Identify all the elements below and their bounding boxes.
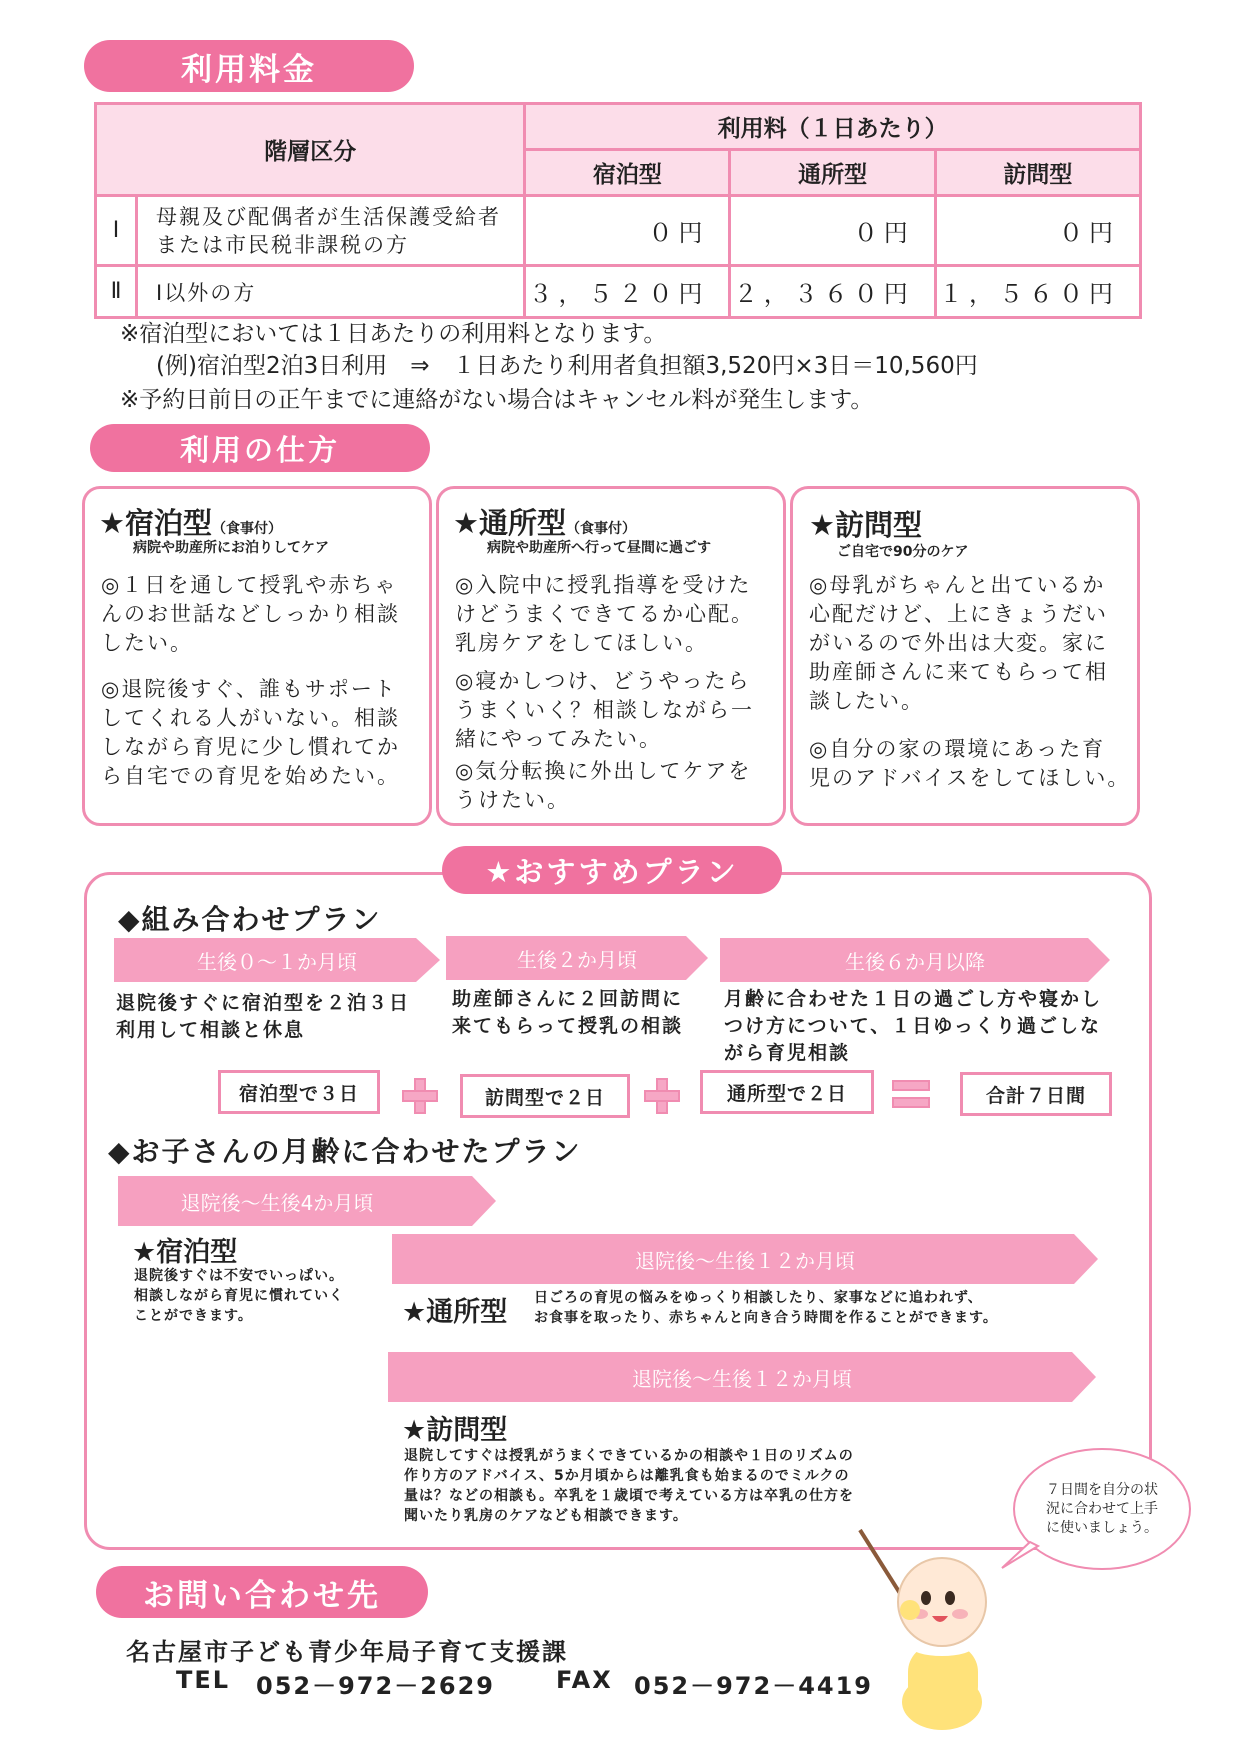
combo-tag-stay: 宿泊型で３日 — [218, 1070, 380, 1114]
plus-icon — [644, 1078, 678, 1112]
usage-subtitle: 病院や助産所にお泊りしてケア — [133, 540, 329, 556]
contact-fax-label: FAX — [556, 1666, 613, 1694]
usage-title: ★訪問型 — [809, 508, 922, 542]
combo-stage-desc: 退院後すぐに宿泊型を２泊３日 利用して相談と休息 — [116, 992, 411, 1041]
usage-box-visit — [790, 486, 1140, 826]
combo-stage-arrow: 生後６か月以降 — [720, 938, 1110, 982]
table-header-day: 通所型 — [730, 150, 935, 196]
usage-subtitle: 病院や助産所へ行って昼間に過ごす — [487, 540, 711, 556]
table-header-visit: 訪問型 — [935, 150, 1140, 196]
combo-heading: ◆組み合わせプラン — [118, 903, 382, 936]
table-cell-roman: Ⅱ — [96, 266, 137, 318]
age-plan-day-title: ★通所型 — [402, 1297, 508, 1328]
note-cancel: ※予約日前日の正午までに連絡がない場合はキャンセル料が発生します。 — [120, 387, 874, 413]
combo-stage-desc: 助産師さんに２回訪問に 来てもらって授乳の相談 — [452, 988, 684, 1037]
usage-title: ★通所型（食事付） — [453, 506, 636, 540]
age-plan-arrow-visit: 退院後～生後１２か月頃 — [388, 1352, 1096, 1402]
table-cell-value: ３，５２０円 — [525, 266, 730, 318]
plus-icon — [402, 1078, 436, 1112]
usage-title: ★宿泊型（食事付） — [99, 506, 282, 540]
table-cell-label: 母親及び配偶者が生活保護受給者 または市民税非課税の方 — [137, 196, 525, 266]
age-plan-visit-desc: 退院してすぐは授乳がうまくできているかの相談や１日のリズムの 作り方のアドバイス、5か月頃からは離乳食も始まるのでミルクの 量は？などの相談も。卒乳を１歳頃で考えている方は卒乳の仕方を 聞いたり乳房のケアなども相談できます。 — [404, 1448, 854, 1524]
age-plan-arrow-stay: 退院後～生後4か月頃 — [118, 1176, 496, 1226]
usage-box-stay — [82, 486, 432, 826]
table-cell-value: ０円 — [730, 196, 935, 266]
combo-stage-arrow: 生後０～１か月頃 — [114, 938, 440, 982]
usage-paragraph: ◎１日を通して授乳や赤ちゃ んのお世話などしっかり相談 したい。 — [101, 573, 400, 655]
combo-stage-desc: 月齢に合わせた１日の過ごし方や寝かし つけ方について、１日ゆっくり過ごしな がら育児相談 — [724, 988, 1103, 1064]
speech-bubble: ７日間を自分の状 況に合わせて上手 に使いましょう。 — [1013, 1448, 1191, 1570]
equal-icon — [892, 1080, 930, 1108]
table-cell-value: ０円 — [525, 196, 730, 266]
contact-tel[interactable]: 052－972－2629 — [256, 1672, 495, 1700]
table-row — [96, 196, 1141, 266]
contact-tel-label: TEL — [176, 1666, 231, 1694]
usage-paragraph: ◎母乳がちゃんと出ているか 心配だけど、上にきょうだい がいるので外出は大変。家に 助産師さんに来てもらって相 談したい。 — [809, 573, 1108, 713]
table-header-fee: 利用料（１日あたり） — [525, 104, 1141, 150]
combo-tag-visit: 訪問型で２日 — [460, 1074, 630, 1118]
table-cell-value: ２，３６０円 — [730, 266, 935, 318]
note-per-day: ※宿泊型においては１日あたりの利用料となります。 — [120, 321, 667, 347]
age-plan-arrow-day: 退院後～生後１２か月頃 — [392, 1234, 1098, 1284]
usage-paragraph: ◎寝かしつけ、どうやったら うまくいく？相談しながら一 緒にやってみたい。 — [455, 669, 754, 751]
usage-paragraph: ◎気分転換に外出してケアを うけたい。 — [455, 759, 752, 812]
age-plan-heading: ◆お子さんの月齢に合わせたプラン — [108, 1135, 582, 1168]
age-plan-stay-title: ★宿泊型 — [132, 1237, 238, 1268]
fee-table — [94, 102, 1142, 319]
combo-tag-day: 通所型で２日 — [700, 1070, 874, 1114]
contact-fax: 052－972－4419 — [634, 1672, 873, 1700]
contact-org: 名古屋市子ども青少年局子育て支援課 — [126, 1638, 568, 1666]
age-plan-day-desc: 日ごろの育児の悩みをゆっくり相談したり、家事などに追われず、 お食事を取ったり、赤ちゃんと向き合う時間を作ることができます。 — [534, 1290, 998, 1326]
table-cell-value: ０円 — [935, 196, 1140, 266]
usage-paragraph: ◎入院中に授乳指導を受けた けどうまくできてるか心配。 乳房ケアをしてほしい。 — [455, 573, 754, 655]
table-header-rank: 階層区分 — [96, 104, 525, 196]
combo-stage-arrow: 生後２か月頃 — [446, 936, 708, 980]
usage-paragraph: ◎退院後すぐ、誰もサポート してくれる人がいない。相談 しながら育児に少し慣れてか ら自宅での育児を始めたい。 — [101, 677, 400, 788]
table-row — [96, 266, 1141, 318]
table-cell-roman: Ⅰ — [96, 196, 137, 266]
section-usage-heading: 利用の仕方 — [90, 424, 430, 472]
age-plan-stay-desc: 退院後すぐは不安でいっぱい。 相談しながら育児に慣れていく ことができます。 — [134, 1268, 344, 1324]
table-cell-value: １，５６０円 — [935, 266, 1140, 318]
usage-paragraph: ◎自分の家の環境にあった育 児のアドバイスをしてほしい。 — [809, 737, 1131, 790]
usage-box-day — [436, 486, 786, 826]
table-cell-label: Ⅰ以外の方 — [137, 266, 525, 318]
section-fee-heading: 利用料金 — [84, 40, 414, 92]
section-contact-heading: お問い合わせ先 — [96, 1566, 428, 1618]
table-header-stay: 宿泊型 — [525, 150, 730, 196]
section-recommend-heading: ★おすすめプラン — [442, 846, 782, 894]
baby-illustration — [850, 1524, 1010, 1734]
age-plan-visit-title: ★訪問型 — [402, 1415, 508, 1446]
usage-subtitle: ご自宅で90分のケア — [837, 544, 969, 560]
note-example: (例)宿泊型2泊3日利用 ⇒ １日あたり利用者負担額3,520円×3日＝10,560円 — [156, 353, 978, 379]
combo-tag-total: 合計７日間 — [960, 1072, 1112, 1116]
